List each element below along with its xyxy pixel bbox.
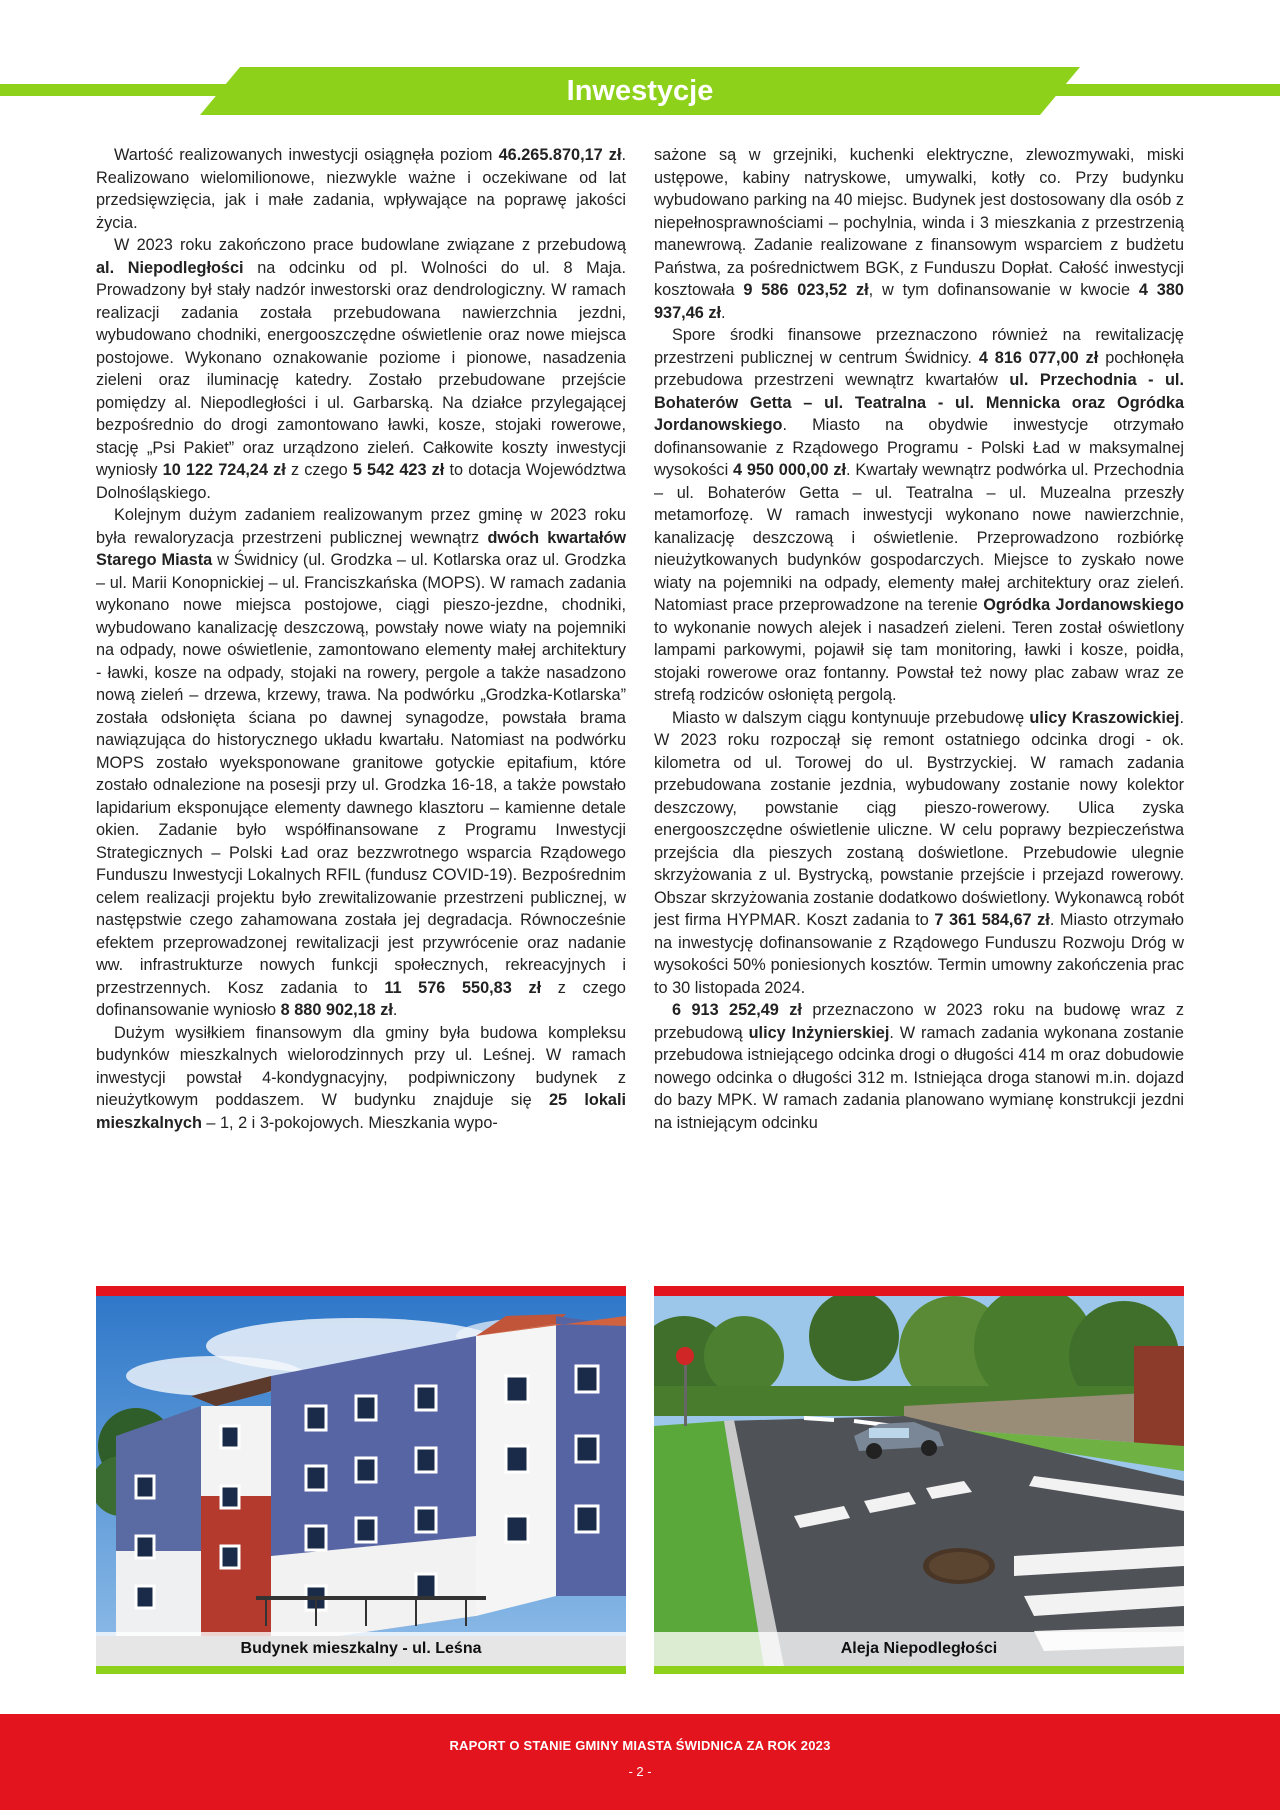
- bold-text: 8 880 902,18 zł: [280, 1001, 393, 1019]
- building-illustration: [96, 1296, 626, 1666]
- text-run: . W ramach zadania wykonana zostanie przebudowa istniejącego odcinka drogi o długości 414 m oraz dobudowie nowego odcinka o długości 312 m. Istniejąca droga stanowi m.in. dojazd do bazy MPK. W ramach zadania planowano wymianę konstrukcji jezdni na istniejącym odcinku: [654, 1023, 1184, 1132]
- text-run: przeznaczono w 2023 roku na budowę wraz z przebudową: [654, 1001, 1184, 1042]
- text-run: Spore środki finansowe przeznaczono również na rewitalizację przestrzeni publicznej w centrum Świdnicy.: [654, 326, 1184, 367]
- bold-text: 4 816 077,00 zł: [978, 348, 1099, 367]
- paragraph: [654, 324, 1184, 707]
- text-run: Wartość realizowanych inwestycji osiągnęła poziom: [114, 146, 499, 164]
- paragraph: [654, 999, 1184, 1134]
- text-run: to wykonanie nowych alejek i nasadzeń zieleni. Teren został oświetlony lampami parkowymi, pojawił się tam monitoring, ławki i kosze, poidła, stojaki rowerowe oraz fontanny. Powstał też nowy plac zabaw wraz ze strefą rodziców osłoniętą pergolą.: [654, 618, 1184, 704]
- bold-text: 11 576 550,83 zł: [384, 978, 542, 997]
- bold-text: 46.265.870,17 zł: [498, 146, 622, 164]
- text-run: – 1, 2 i 3-pokojowych. Mieszkania wypo-: [201, 1113, 498, 1132]
- text-run: w Świdnicy (ul. Grodzka – ul. Kotlarska oraz ul. Grodzka – ul. Marii Konopnickiej – ul. Franciszkańska (MOPS). W ramach zadania wykonano nowe miejsca postojowe, ciągi pieszo-jezdne, chodniki, wybudowano kanalizację deszczową, powstały nowe wiaty na pojemniki na odpady, nowe oświetlenie, zamontowano elementy małej architektury - ławki, kosze na odpady, stojaki na rowery, pergole a także nasadzono nową zieleń – drzewa, krzewy, trawa. Na podwórku „Grodzka-Kotlarska” została odsłonięta ściana po dawnej synagodze, powstała brama nawiązująca do historycznego układu kwartału. Natomiast na podwórku MOPS zostało wyeksponowane granitowe gotyckie epitafium, które zostało odnalezione na posesji przy ul. Grodzka 16-18, a także powstało lapidarium eksponujące elementy dawnego klasztoru – kamienne detale okien. Zadanie było współfinansowane z Programu Inwestycji Strategicznych – Polski Ład oraz bezzwrotnego wsparcia Rządowego Funduszu Inwestycji Lokalnych RFIL (fundusz COVID-19). Bezpośrednim celem realizacji projektu było zrewitalizowanie przestrzeni publicznej, w następstwie czego zahamowana została jej degradacja. Równocześnie efektem przeprowadzonej rewitalizacji jest przywrócenie oraz nadanie ww. infrastrukturze nowych funkcji społecznych, rekreacyjnych i przestrzennych. Kosz zadania to: [96, 551, 626, 997]
- text-run: . Miasto na obydwie inwestycje otrzymało dofinansowanie z Rządowego Programu - Polski Ład w maksymalnej wysokości: [654, 416, 1184, 479]
- paragraph: [96, 234, 626, 504]
- text-run: .: [392, 1001, 398, 1019]
- paragraph: [96, 504, 626, 1022]
- section-title: Inwestycje: [566, 75, 714, 107]
- bold-text: 4 380 937,46 zł: [654, 281, 1184, 322]
- paragraph: [654, 707, 1184, 1000]
- paragraph: [96, 144, 626, 234]
- bold-text: 7 361 584,67 zł: [934, 911, 1050, 929]
- bold-text: 25 lokali mieszkalnych: [96, 1091, 626, 1132]
- bold-text: ul. Przechodnia - ul. Bohaterów Getta – ul. Teatralna - ul. Mennicka oraz Ogródka Jordanowskiego: [654, 371, 1184, 434]
- photo-top-red-bar: [654, 1286, 1184, 1296]
- photo-bottom-green-bar: [96, 1666, 626, 1674]
- text-run: Dużym wysiłkiem finansowym dla gminy była budowa kompleksu budynków mieszkalnych wielorodzinnych przy ul. Leśnej. W ramach inwestycji powstał 4-kondygnacyjny, podpiwniczony budynek z nieużytkowym poddaszem. W budynku znajduje się: [96, 1023, 626, 1109]
- text-run: , w tym dofinansowanie w kwocie: [868, 281, 1139, 299]
- photo-building: [96, 1286, 626, 1674]
- text-run: z czego: [285, 461, 353, 479]
- text-run: z czego dofinansowanie wyniosło: [96, 978, 626, 1019]
- photo-bottom-green-bar: [654, 1666, 1184, 1674]
- page-number: - 2 -: [628, 1764, 652, 1779]
- bold-text: ulicy Inżynierskiej: [748, 1023, 890, 1042]
- bold-text: 5 542 423 zł: [352, 461, 445, 479]
- left-text-column: [96, 144, 626, 1134]
- text-run: . Realizowano wielomilionowe, niezwykle ważne i oczekiwane od lat przedsięwzięcia, jak i małe zadania, wpływające na poprawę jakości życia.: [96, 146, 627, 232]
- text-run: . W 2023 roku rozpoczął się remont ostatniego odcinka drogi - ok. kilometra od ul. Torowej do ul. Bystrzyckiej. W ramach zadania przebudowana zostanie jezdnia, wybudowany zostanie nowy kolektor deszczowy, powstanie ciąg pieszo-rowerowy. Ulica zyska energooszczędne oświetlenie uliczne. W celu poprawy bezpieczeństwa przejścia dla pieszych zostaną doświetlone. Przebudowie ulegnie skrzyżowania z ul. Bystrycką, powstanie przejście i przejazd rowerowy. Obszar skrzyżowania zostanie dodatkowo doświetlony. Wykonawcą robót jest firma HYPMAR. Koszt zadania to: [654, 708, 1184, 929]
- text-run: . Kwartały wewnątrz podwórka ul. Przechodnia – ul. Bohaterów Getta – ul. Teatralna – ul. Muzealna przeszły metamorfozę. W ramach inwestycji wykonano nowe nawierzchnie, kanalizację deszczową i oświetlenie. Przeprowadzono rozbiórkę nieużytkowanych budynków gospodarczych. Miejsce to zyskało nowe wiaty na pojemniki na odpady, elementy małej architektury oraz zieleń. Natomiast prace przeprowadzone na terenie: [654, 461, 1184, 614]
- text-run: . Miasto otrzymało na inwestycję dofinansowanie z Rządowego Funduszu Rozwoju Dróg w wysokości 50% poniesionych kosztów. Termin umowny zakończenia prac to 30 listopada 2024.: [654, 911, 1184, 997]
- paragraph: [654, 144, 1184, 324]
- text-run: sażone są w grzejniki, kuchenki elektryczne, zlewozmywaki, miski ustępowe, kabiny natryskowe, umywalki, kotły co. Przy budynku wybudowano parking na 40 miejsc. Budynek jest dostosowany dla osób z niepełnosprawnościami – pochylnia, winda i 3 mieszkania z przestrzenią manewrową. Zadanie realizowane z finansowym wsparciem z budżetu Państwa, za pośrednictwem BGK, z Funduszu Dopłat. Całość inwestycji kosztowała: [654, 146, 1184, 299]
- bold-text: ulicy Kraszowickiej: [1029, 708, 1180, 727]
- text-run: Kolejnym dużym zadaniem realizowanym przez gminę w 2023 roku była rewaloryzacja przestrzeni publicznej wewnątrz: [96, 506, 626, 547]
- footer-title: RAPORT O STANIE GMINY MIASTA ŚWIDNICA ZA ROK 2023: [449, 1738, 831, 1753]
- text-run: na odcinku od pl. Wolności do ul. 8 Maja. Prowadzony był stały nadzór inwestorski oraz dendrologiczny. W ramach realizacji zadania została przebudowana nawierzchnia jezdni, wybudowano chodniki, energooszczędne oświetlenie oraz nowe miejsca postojowe. Wykonano oznakowanie poziome i pionowe, nasadzenia zieleni oraz iluminację katedry. Zostało przebudowane przejście pomiędzy al. Niepodległości i ul. Garbarską. Na działce przylegającej bezpośrednio do drogi zamontowano ławki, kosze, stojaki rowerowe, stację „Psi Pakiet” oraz urządzono zieleń. Całkowite koszty inwestycji wyniosły: [96, 258, 626, 479]
- photo-caption-right: Aleja Niepodległości: [654, 1632, 1184, 1666]
- text-run: .: [721, 303, 726, 322]
- photo-street: [654, 1286, 1184, 1674]
- photo-top-red-bar: [96, 1286, 626, 1296]
- street-illustration: [654, 1296, 1184, 1666]
- text-run: to dotacja Województwa Dolnośląskiego.: [96, 461, 626, 502]
- bold-text: 6 913 252,49 zł: [672, 1001, 802, 1019]
- footer-band: [0, 1714, 1280, 1810]
- bold-text: 9 586 023,52 zł: [743, 281, 869, 299]
- photo-caption-left: Budynek mieszkalny - ul. Leśna: [96, 1632, 626, 1666]
- text-run: W 2023 roku zakończono prace budowlane związane z przebudową: [114, 236, 626, 254]
- bold-text: Ogródka Jordanowskiego: [983, 596, 1184, 614]
- text-run: pochłonęła przebudowa przestrzeni wewnątrz kwartałów: [654, 348, 1184, 389]
- bold-text: 10 122 724,24 zł: [162, 461, 286, 479]
- bold-text: dwóch kwartałów Starego Miasta: [96, 528, 626, 569]
- paragraph: [96, 1022, 626, 1135]
- bold-text: al. Niepodległości: [96, 258, 244, 277]
- text-run: Miasto w dalszym ciągu kontynuuje przebudowę: [672, 708, 1030, 727]
- bold-text: 4 950 000,00 zł: [732, 461, 847, 479]
- right-text-column: [654, 144, 1184, 1134]
